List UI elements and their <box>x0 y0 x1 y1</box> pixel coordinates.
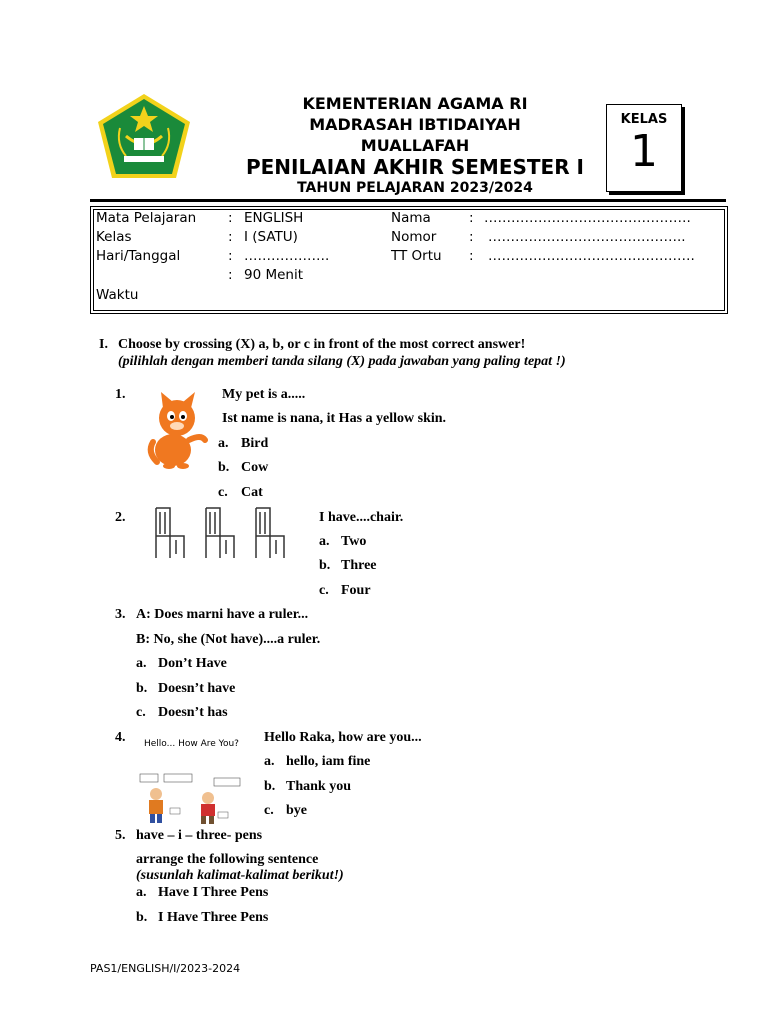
q4-image-caption: Hello... How Are You? <box>144 739 239 749</box>
q3-option-c[interactable]: Doesn’t has <box>158 705 228 720</box>
header-academic-year: TAHUN PELAJARAN 2023/2024 <box>297 180 533 196</box>
q4-number: 4. <box>115 730 126 745</box>
q4-option-b[interactable]: Thank you <box>286 779 351 794</box>
q4-option-a[interactable]: hello, iam fine <box>286 754 371 769</box>
waktu-label: Waktu <box>96 287 139 303</box>
kelas-value: I (SATU) <box>244 229 298 245</box>
q2-text-1: I have....chair. <box>319 510 404 525</box>
q4-option-a-letter: a. <box>264 754 275 769</box>
q3-text-1: A: Does marni have a ruler... <box>136 607 309 622</box>
q1-number: 1. <box>115 387 126 402</box>
q5-option-a-letter: a. <box>136 885 147 900</box>
q5-option-a[interactable]: Have I Three Pens <box>158 885 269 900</box>
waktu-colon: : <box>228 267 233 283</box>
q2-option-c-letter: c. <box>319 583 329 598</box>
mapel-value: ENGLISH <box>244 210 304 226</box>
q2-number: 2. <box>115 510 126 525</box>
q1-option-b[interactable]: Cow <box>241 460 269 475</box>
kelas-box-label: KELAS <box>620 112 668 127</box>
header-ministry: KEMENTERIAN AGAMA RI <box>302 94 528 113</box>
hari-colon: : <box>228 248 233 264</box>
header-divider <box>90 199 726 202</box>
cat-image <box>143 390 209 470</box>
ortu-value: ………………………………………. <box>488 248 695 264</box>
nomor-label: Nomor <box>391 229 437 245</box>
q4-text-1: Hello Raka, how are you... <box>264 730 422 745</box>
nama-label: Nama <box>391 210 431 226</box>
nama-value: ………………………………………. <box>484 210 691 226</box>
hari-value: ………………. <box>244 248 330 264</box>
q1-option-a-letter: a. <box>218 436 229 451</box>
q3-text-2: B: No, she (Not have)....a ruler. <box>136 632 321 647</box>
q1-option-b-letter: b. <box>218 460 230 475</box>
nomor-colon: : <box>469 229 474 245</box>
q4-option-c-letter: c. <box>264 803 274 818</box>
q3-option-b[interactable]: Doesn’t have <box>158 681 236 696</box>
q2-option-a-letter: a. <box>319 534 330 549</box>
header-school-name: MUALLAFAH <box>360 136 470 155</box>
q2-option-c[interactable]: Four <box>341 583 371 598</box>
q5-option-b[interactable]: I Have Three Pens <box>158 910 269 925</box>
greeting-kids-image <box>138 772 244 824</box>
q5-text-2: arrange the following sentence <box>136 852 319 867</box>
section-instruction: Choose by crossing (X) a, b, or c in front of the most correct answer! <box>118 337 526 352</box>
mapel-colon: : <box>228 210 233 226</box>
q3-number: 3. <box>115 607 126 622</box>
q2-option-b[interactable]: Three <box>341 558 377 573</box>
q1-option-c[interactable]: Cat <box>241 485 263 500</box>
waktu-value: 90 Menit <box>244 267 304 283</box>
kemenag-logo <box>96 92 192 180</box>
kelas-box-number: 1 <box>630 126 658 177</box>
chairs-image <box>146 504 298 560</box>
hari-label: Hari/Tanggal <box>96 248 181 264</box>
q5-text-1: have – i – three- pens <box>136 828 263 843</box>
ortu-colon: : <box>469 248 474 264</box>
q2-option-a[interactable]: Two <box>341 534 367 549</box>
q5-number: 5. <box>115 828 126 843</box>
q3-option-c-letter: c. <box>136 705 146 720</box>
ortu-label: TT Ortu <box>391 248 442 264</box>
section-number: I. <box>99 337 108 352</box>
q3-option-a[interactable]: Don’t Have <box>158 656 227 671</box>
mapel-label: Mata Pelajaran <box>96 210 197 226</box>
kelas-box <box>606 104 682 192</box>
section-instruction-id: (pilihlah dengan memberi tanda silang (X) pada jawaban yang paling tepat !) <box>118 354 566 369</box>
q3-option-a-letter: a. <box>136 656 147 671</box>
q1-option-c-letter: c. <box>218 485 228 500</box>
nama-colon: : <box>469 210 474 226</box>
q2-option-b-letter: b. <box>319 558 331 573</box>
header-school: MADRASAH IBTIDAIYAH <box>309 115 521 134</box>
kelas-colon: : <box>228 229 233 245</box>
footer-code: PAS1/ENGLISH/I/2023-2024 <box>90 962 241 975</box>
q5-text-3: (susunlah kalimat-kalimat berikut!) <box>136 868 344 883</box>
header-exam-title: PENILAIAN AKHIR SEMESTER I <box>245 155 584 179</box>
q1-option-a[interactable]: Bird <box>241 436 269 451</box>
q1-text-2: Ist name is nana, it Has a yellow skin. <box>222 411 447 426</box>
q1-text-1: My pet is a..... <box>222 387 306 402</box>
q4-option-b-letter: b. <box>264 779 276 794</box>
nomor-value: …………………………………….. <box>488 229 686 245</box>
q5-option-b-letter: b. <box>136 910 148 925</box>
q3-option-b-letter: b. <box>136 681 148 696</box>
kelas-label: Kelas <box>96 229 132 245</box>
q4-option-c[interactable]: bye <box>286 803 307 818</box>
